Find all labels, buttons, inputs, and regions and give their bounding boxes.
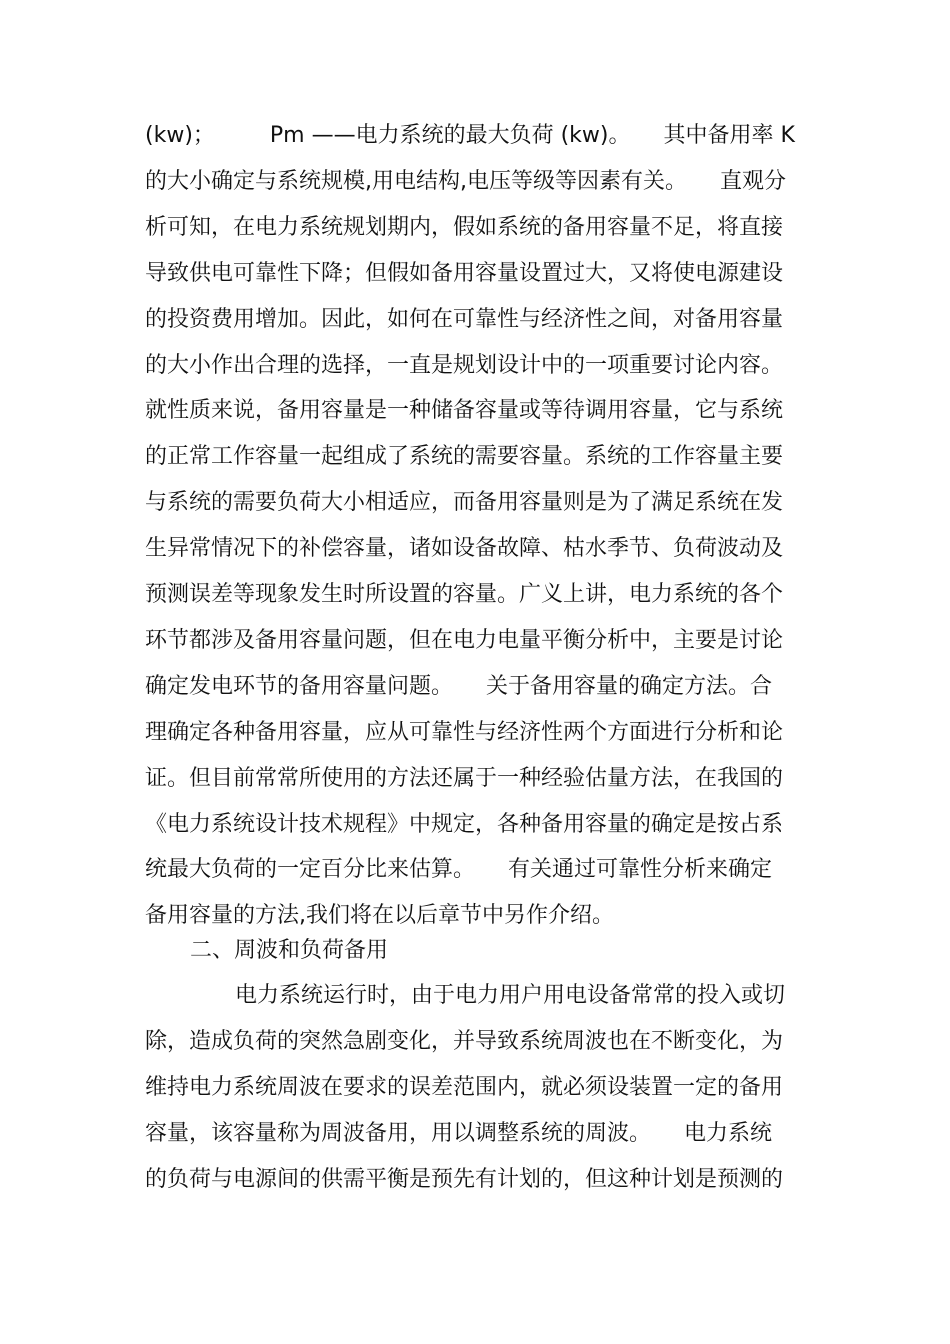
text-line: 的大小作出合理的选择，一直是规划设计中的一项重要讨论内容。: [145, 353, 784, 378]
text-line: 确定发电环节的备用容量问题。 关于备用容量的确定方法。合: [145, 674, 773, 699]
text-line: 预测误差等现象发生时所设置的容量。广义上讲，电力系统的各个: [145, 582, 784, 607]
text-line: 环节都涉及备用容量问题，但在电力电量平衡分析中，主要是讨论: [145, 628, 784, 653]
text-line: 生异常情况下的补偿容量，诸如设备故障、枯水季节、负荷波动及: [145, 536, 784, 561]
section-heading: 二、周波和负荷备用: [190, 938, 389, 963]
text-line: 备用容量的方法,我们将在以后章节中另作介绍。: [145, 903, 614, 928]
text-line: 除，造成负荷的突然急剧变化，并导致系统周波也在不断变化，为: [145, 1029, 784, 1054]
text-line: 就性质来说，备用容量是一种储备容量或等待调用容量，它与系统: [145, 398, 784, 423]
text-line: 的大小确定与系统规模,用电结构,电压等级等因素有关。 直观分: [145, 169, 786, 194]
text-line: 的投资费用增加。因此，如何在可靠性与经济性之间，对备用容量: [145, 307, 784, 332]
text-line: 的负荷与电源间的供需平衡是预先有计划的，但这种计划是预测的: [145, 1167, 784, 1192]
text-line: 电力系统运行时，由于电力用户用电设备常常的投入或切: [235, 983, 786, 1008]
text-line: 《电力系统设计技术规程》中规定，各种备用容量的确定是按占系: [145, 812, 784, 837]
text-line: (kw)； Pm ——电力系统的最大负荷 (kw)。 其中备用率 K: [145, 123, 795, 148]
text-line: 与系统的需要负荷大小相适应，而备用容量则是为了满足系统在发: [145, 490, 784, 515]
text-line: 析可知，在电力系统规划期内，假如系统的备用容量不足，将直接: [145, 215, 784, 240]
text-line: 证。但目前常常所使用的方法还属于一种经验估量方法，在我国的: [145, 766, 784, 791]
text-line: 导致供电可靠性下降；但假如备用容量设置过大，又将使电源建设: [145, 261, 784, 286]
text-line: 的正常工作容量一起组成了系统的需要容量。系统的工作容量主要: [145, 444, 784, 469]
text-line: 维持电力系统周波在要求的误差范围内，就必须设装置一定的备用: [145, 1075, 784, 1100]
text-line: 理确定各种备用容量，应从可靠性与经济性两个方面进行分析和论: [145, 720, 784, 745]
text-line: 容量，该容量称为周波备用，用以调整系统的周波。 电力系统: [145, 1121, 773, 1146]
text-line: 统最大负荷的一定百分比来估算。 有关通过可靠性分析来确定: [145, 857, 773, 882]
